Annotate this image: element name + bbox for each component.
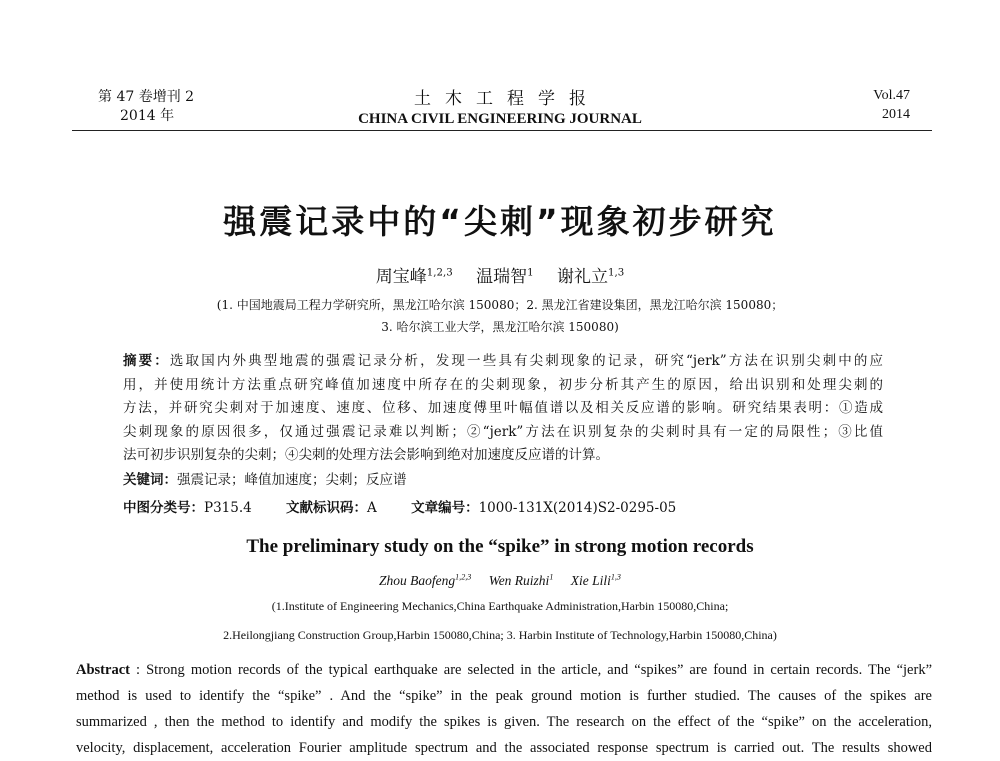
header-journal bbox=[0, 84, 1000, 128]
paper-title-cn: 强震记录中的“尖刺”现象初步研究 bbox=[223, 202, 777, 241]
abstract-cn-text: 选取国内外典型地震的强震记录分析，发现一些具有尖刺现象的记录，研究“jerk”方法在识别尖刺中的应 bbox=[169, 353, 883, 369]
author-sup: 1,2,3 bbox=[455, 572, 472, 582]
author-en: Zhou Baofeng bbox=[379, 573, 456, 588]
keywords-cn bbox=[123, 468, 407, 488]
header-volume-en bbox=[873, 86, 910, 124]
header-volume-number: Vol.47 bbox=[873, 88, 910, 103]
abstract-cn-line: 法可初步识别复杂的尖刺；④尖刺的处理方法会影响到绝对加速度反应谱的计算。 bbox=[123, 447, 609, 464]
author-sup: 1,3 bbox=[608, 267, 625, 279]
header-year: 2014 bbox=[882, 107, 910, 122]
header-divider bbox=[72, 130, 932, 131]
journal-name-en: CHINA CIVIL ENGINEERING JOURNAL bbox=[358, 111, 642, 127]
abstract-cn-line: 用，并使用统计方法重点研究峰值加速度中所存在的尖刺现象，初步分析其产生的原因，给出识别和处理尖刺的 bbox=[123, 376, 883, 393]
abstract-en-label: Abstract bbox=[76, 662, 130, 678]
doc-code-value: A bbox=[367, 500, 377, 516]
affiliation-en: (1.Institute of Engineering Mechanics,China Earthquake Administration,Harbin 150080,China; bbox=[271, 599, 729, 613]
abstract-en-line bbox=[76, 657, 932, 683]
abstract-en-line: velocity, displacement, acceleration Fourier amplitude spectrum and the associated response spectrum is carried out. The results showed bbox=[76, 740, 932, 756]
author-sup: 1 bbox=[549, 572, 554, 582]
article-number-label: 文章编号： bbox=[411, 500, 479, 516]
doc-code-label: 文献标识码： bbox=[286, 500, 368, 516]
author-en: Xie Lili bbox=[570, 573, 611, 588]
affiliation-en: 2.Heilongjiang Construction Group,Harbin 150080,China; 3. Harbin Institute of Technology,Harbin 150080,China) bbox=[223, 628, 777, 642]
abstract-cn-line: 方法，并研究尖刺对于加速度、速度、位移、加速度傅里叶幅值谱以及相关反应谱的影响。研究结果表明：①造成 bbox=[123, 400, 883, 417]
abstract-cn bbox=[123, 350, 883, 468]
abstract-cn-line bbox=[123, 350, 883, 374]
article-number-value: 1000-131X(2014)S2-0295-05 bbox=[478, 500, 677, 516]
header-volume-issue: 第 47 卷增刊 2 bbox=[98, 89, 195, 105]
abstract-cn-line: 尖刺现象的原因很多，仅通过强震记录难以判断；②“jerk”方法在识别复杂的尖刺时具有一定的局限性；③比值 bbox=[123, 423, 883, 440]
abstract-en-text: Strong motion records of the typical earthquake are selected in the article, and “spikes” are found in certain records. The “jerk” bbox=[146, 662, 933, 678]
abstract-en-colon: : bbox=[129, 662, 147, 678]
clc-value: P315.4 bbox=[204, 500, 252, 516]
keywords-cn-label: 关键词： bbox=[123, 472, 177, 488]
author-sup: 1,2,3 bbox=[426, 267, 453, 279]
keywords-cn-value: 强震记录；峰值加速度；尖刺；反应谱 bbox=[177, 472, 407, 488]
authors-en bbox=[0, 573, 1000, 589]
author-sup: 1 bbox=[527, 267, 534, 279]
abstract-cn-label: 摘要： bbox=[123, 353, 170, 369]
header-year-cn: 2014 年 bbox=[120, 108, 175, 124]
author-cn: 周宝峰 bbox=[375, 267, 427, 287]
paper-title-en: The preliminary study on the “spike” in strong motion records bbox=[246, 536, 754, 557]
journal-name-cn: 土木工程学报 bbox=[414, 89, 600, 109]
clc-label: 中图分类号： bbox=[123, 500, 204, 516]
author-cn: 谢礼立 bbox=[557, 267, 608, 287]
abstract-en-line: method is used to identify the “spike” . And the “spike” in the peak ground motion is further studied. The causes of the spikes are bbox=[76, 688, 932, 704]
affiliation-cn: (1. 中国地震局工程力学研究所，黑龙江哈尔滨 150080；2. 黑龙江省建设集团，黑龙江哈尔滨 150080； bbox=[216, 298, 784, 312]
author-sup: 1,3 bbox=[610, 572, 621, 582]
affiliation-cn: 3. 哈尔滨工业大学，黑龙江哈尔滨 150080) bbox=[381, 320, 619, 334]
abstract-en-line: summarized , then the method to identify and modify the spikes is given. The research on the effect of the “spike” on the acceleration, bbox=[76, 714, 932, 730]
authors-cn bbox=[0, 262, 1000, 287]
abstract-en bbox=[76, 657, 932, 761]
author-en: Wen Ruizhi bbox=[488, 573, 550, 588]
author-cn: 温瑞智 bbox=[476, 267, 528, 287]
classification-info bbox=[123, 496, 676, 516]
